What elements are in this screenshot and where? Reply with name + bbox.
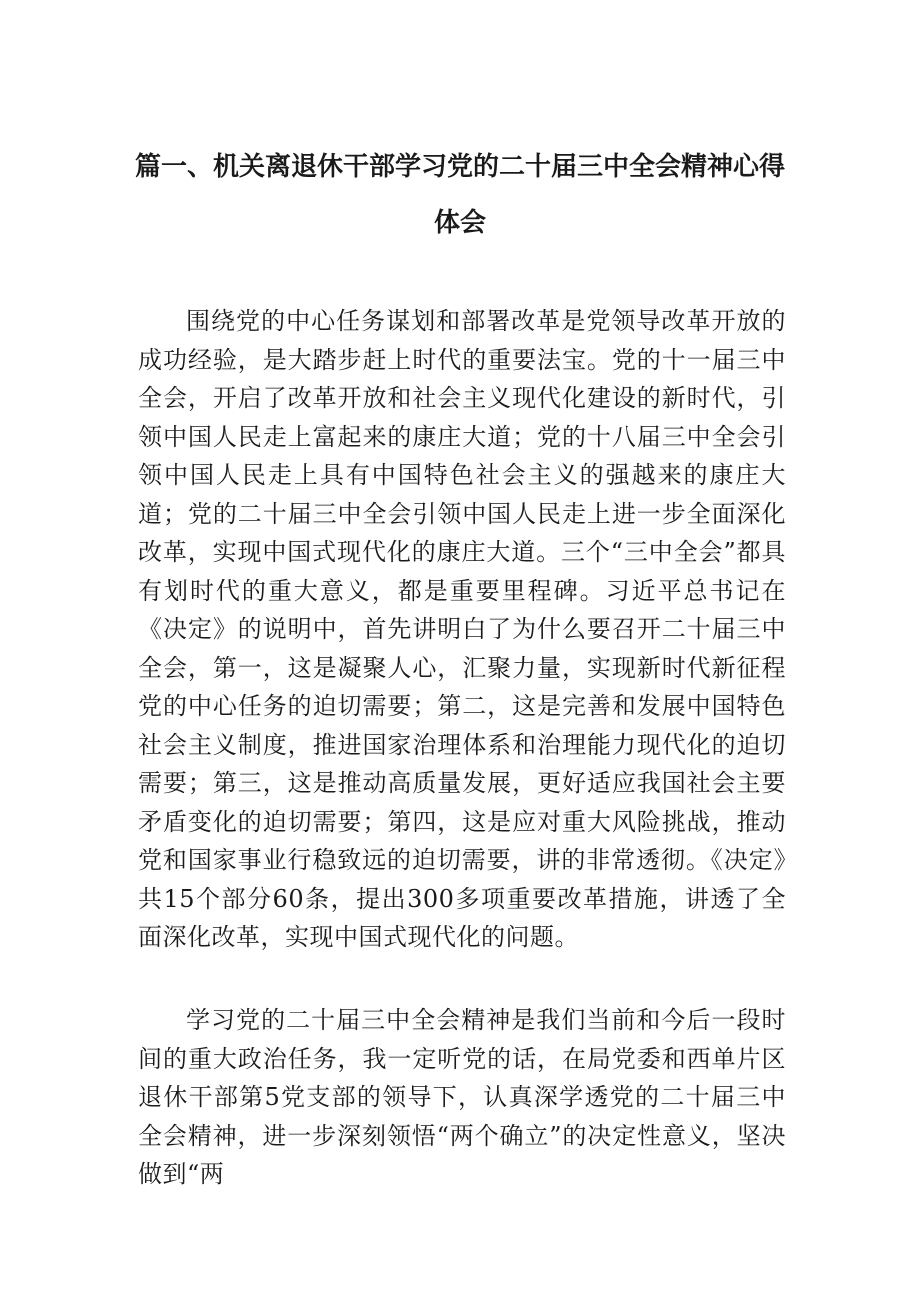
body-paragraph-2: 学习党的二十届三中全会精神是我们当前和今后一段时间的重大政治任务，我一定听党的话，在局党委和西单片区退休干部第5党支部的领导下，认真深学透党的二十届三中全会精神，进一步深刻领悟“两个确立”的决定性意义，坚决做到“两 bbox=[138, 1006, 786, 1188]
document-title-line-2: 体会 bbox=[433, 208, 486, 238]
document-title-line-1: 篇一、机关离退休干部学习党的二十届三中全会精神心得 bbox=[134, 152, 785, 182]
body-paragraph-1: 围绕党的中心任务谋划和部署改革是党领导改革开放的成功经验，是大踏步赶上时代的重要法宝。党的十一届三中全会，开启了改革开放和社会主义现代化建设的新时代，引领中国人民走上富起来的康庄大道；党的十八届三中全会引领中国人民走上具有中国特色社会主义的强越来的康庄大道；党的二十届三中全会引领中国人民走上进一步全面深化改革，实现中国式现代化的康庄大道。三个“三中全会”都具有划时代的重大意义，都是重要里程碑。习近平总书记在《决定》的说明中，首先讲明白了为什么要召开二十届三中全会，第一，这是凝聚人心，汇聚力量，实现新时代新征程党的中心任务的迫切需要；第二，这是完善和发展中国特色社会主义制度，推进国家治理体系和治理能力现代化的迫切需要；第三，这是推动高质量发展，更好适应我国社会主要矛盾变化的迫切需要；第四，这是应对重大风险挑战，推动党和国家事业行稳致远的迫切需要，讲的非常透彻。《决定》共15个部分60条，提出300多项重要改革措施，讲透了全面深化改革，实现中国式现代化的问题。 bbox=[138, 307, 786, 951]
